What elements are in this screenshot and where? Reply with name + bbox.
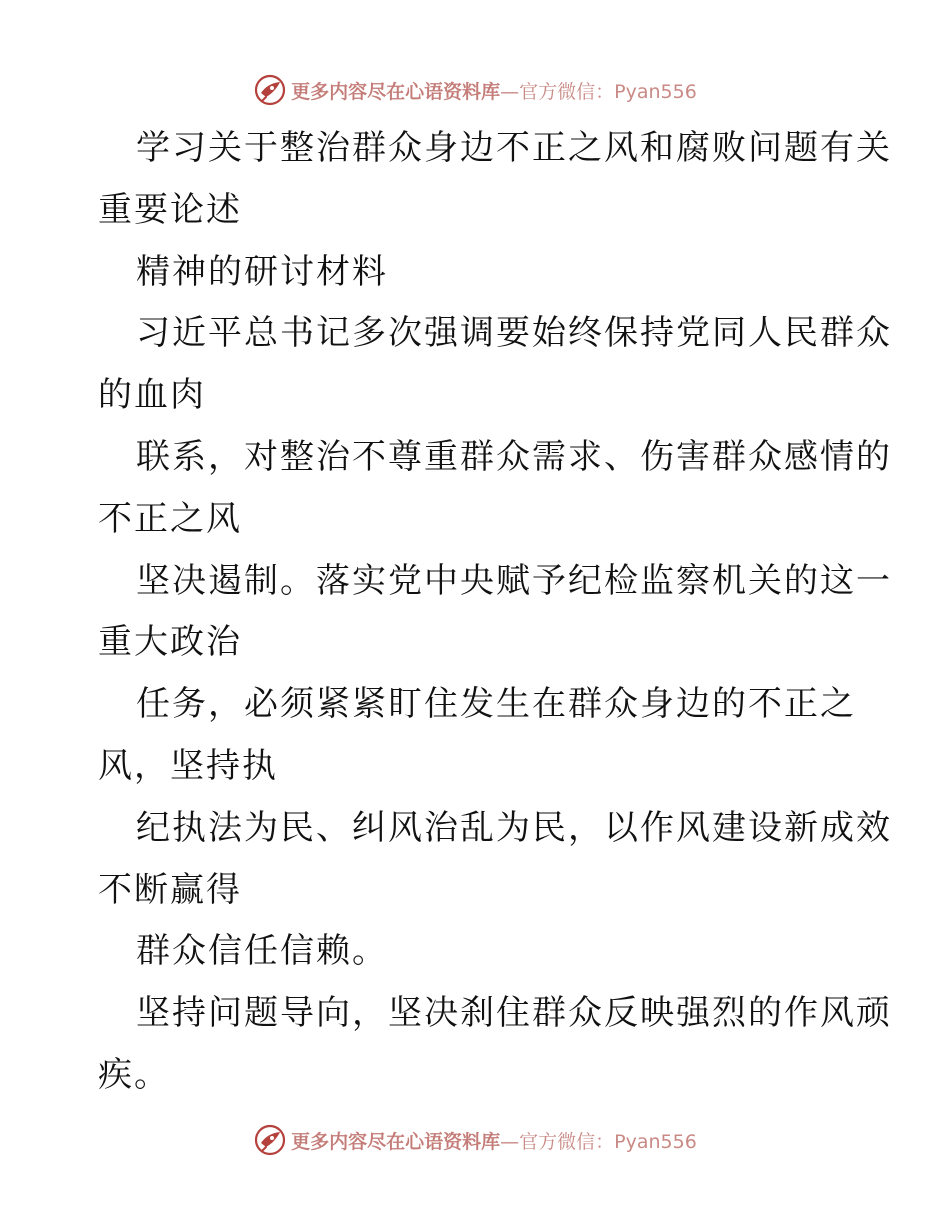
body-line: 重要论述: [98, 189, 242, 230]
body-line: 纪执法为民、纠风治乱为民，以作风建设新成效: [136, 807, 892, 848]
body-line: 不正之风: [98, 498, 242, 539]
pen-nib-circle-logo-icon: [253, 1123, 287, 1157]
header-watermark-text: [291, 77, 697, 104]
body-line: 任务，必须紧紧盯住发生在群众身边的不正之: [136, 684, 856, 725]
body-line: 坚持问题导向，坚决刹住群众反映强烈的作风顽: [136, 993, 892, 1034]
footer-watermark: [0, 1120, 950, 1160]
header-watermark: [0, 70, 950, 110]
body-line: 的血肉: [98, 375, 206, 416]
footer-watermark-bold: 更多内容尽在心语资料库: [291, 1130, 501, 1153]
body-line: 精神的研讨材料: [136, 251, 388, 292]
body-line: 坚决遏制。落实党中央赋予纪检监察机关的这一: [136, 560, 892, 601]
body-line: 联系，对整治不尊重群众需求、伤害群众感情的: [136, 436, 892, 477]
document-body: [98, 118, 892, 1107]
body-line: 习近平总书记多次强调要始终保持党同人民群众: [136, 313, 892, 354]
header-watermark-bold: 更多内容尽在心语资料库: [291, 80, 501, 103]
body-line: 风，坚持执: [98, 745, 278, 786]
body-line: 群众信任信赖。: [136, 931, 388, 972]
header-watermark-rest: —官方微信：Pyan556: [500, 80, 697, 103]
body-line: 学习关于整治群众身边不正之风和腐败问题有关: [136, 128, 892, 168]
footer-watermark-rest: —官方微信：Pyan556: [500, 1130, 697, 1153]
body-line: 重大政治: [98, 622, 242, 663]
pen-nib-circle-logo-icon: [253, 73, 287, 107]
footer-watermark-text: [291, 1127, 697, 1154]
body-line: 疾。: [98, 1054, 170, 1095]
body-line: 不断赢得: [98, 869, 242, 910]
